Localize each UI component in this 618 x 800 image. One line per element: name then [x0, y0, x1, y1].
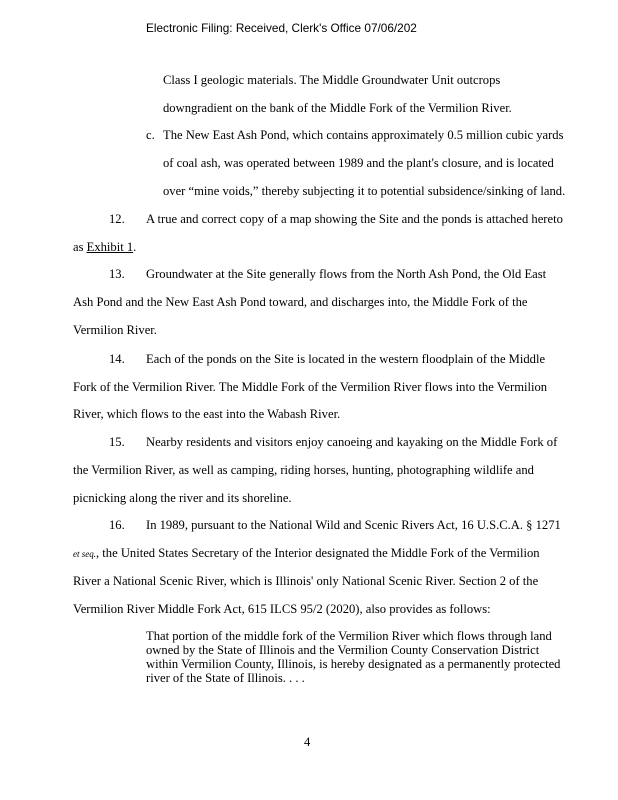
text-fragment: as [73, 240, 87, 254]
text-line: Nearby residents and visitors enjoy canoeing and kayaking on the Middle Fork of [146, 435, 558, 449]
text-line: Each of the ponds on the Site is located in the western floodplain of the Middle [146, 352, 546, 366]
filing-header: Electronic Filing: Received, Clerk's Office 07/06/202 [146, 21, 417, 35]
paragraph-number: 14. [109, 352, 125, 366]
italic-citation: et seq. [73, 549, 96, 559]
text-line: picnicking along the river and its shoreline. [73, 491, 292, 505]
text-fragment: , the United States Secretary of the Interior designated the Middle Fork of the Vermilion [96, 546, 540, 560]
text-line: Ash Pond and the New East Ash Pond toward, and discharges into, the Middle Fork of the [73, 295, 528, 309]
quote-line: within Vermilion County, Illinois, is hereby designated as a permanently protected [146, 657, 561, 671]
text-fragment: . [133, 240, 137, 254]
text-line: the Vermilion River, as well as camping, riding horses, hunting, photographing wildlife and [73, 463, 534, 477]
paragraph-number: 15. [109, 435, 125, 449]
exhibit-link[interactable]: Exhibit 1 [86, 240, 134, 254]
text-line: Class I geologic materials. The Middle Groundwater Unit outcrops [163, 73, 501, 87]
text-line: downgradient on the bank of the Middle Fork of the Vermilion River. [163, 101, 512, 115]
text-line [73, 546, 540, 561]
text-line: Vermilion River Middle Fork Act, 615 ILCS 95/2 (2020), also provides as follows: [73, 602, 491, 616]
text-line: over “mine voids,” thereby subjecting it to potential subsidence/sinking of land. [163, 184, 566, 198]
text-line: River, which flows to the east into the Wabash River. [73, 407, 341, 421]
quote-line: river of the State of Illinois. . . . [146, 671, 305, 685]
text-line: Fork of the Vermilion River. The Middle Fork of the Vermilion River flows into the Vermilion [73, 380, 548, 394]
paragraph-number: 12. [109, 212, 125, 226]
text-line: The New East Ash Pond, which contains approximately 0.5 million cubic yards [163, 128, 564, 142]
text-line: In 1989, pursuant to the National Wild and Scenic Rivers Act, 16 U.S.C.A. § 1271 [146, 518, 561, 532]
page-number: 4 [304, 735, 311, 749]
text-line [73, 240, 136, 254]
paragraph-number: 13. [109, 267, 125, 281]
quote-line: owned by the State of Illinois and the Vermilion County Conservation District [146, 643, 540, 657]
text-line: Vermilion River. [73, 323, 157, 337]
text-line: of coal ash, was operated between 1989 and the plant's closure, and is located [163, 156, 554, 170]
quote-line: That portion of the middle fork of the Vermilion River which flows through land [146, 629, 552, 643]
list-marker: c. [146, 128, 155, 142]
text-line: A true and correct copy of a map showing the Site and the ponds is attached hereto [146, 212, 563, 226]
text-line: River a National Scenic River, which is Illinois' only National Scenic River. Section 2 of the [73, 574, 539, 588]
block-quote [146, 629, 601, 685]
paragraph-number: 16. [109, 518, 125, 532]
text-line: Groundwater at the Site generally flows from the North Ash Pond, the Old East [146, 267, 547, 281]
